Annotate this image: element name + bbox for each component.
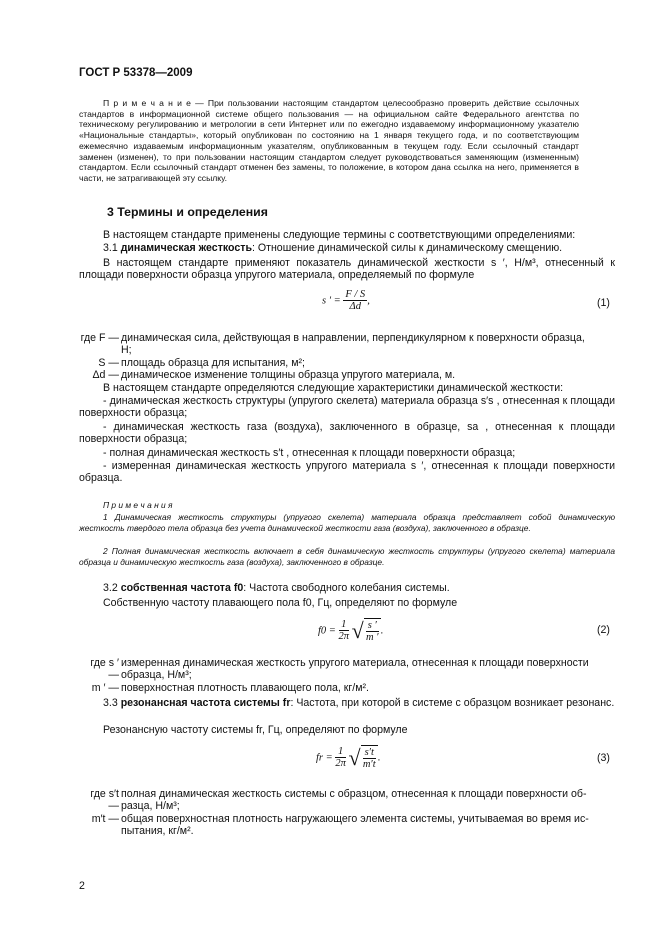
symbol-mt-prime-text: общая поверхностная плотность нагружающего элемента системы, учитываемая во время ис- — [121, 813, 589, 825]
formula-lhs: fr = — [316, 752, 333, 764]
square-root — [352, 618, 381, 644]
equation-number: (1) — [597, 297, 610, 309]
term-definition: : Частота, при которой в системе с образцом возникает резонанс. — [290, 697, 615, 709]
radicand-denominator: m ′ — [365, 632, 379, 643]
symbol-S: S — — [98, 357, 119, 369]
formula-lhs: f0 = — [318, 625, 336, 637]
symbol-S-text: площадь образца для испытания, м²; — [121, 357, 305, 369]
fraction-denominator: Δd — [349, 301, 361, 312]
formula-tail: , — [367, 295, 370, 307]
bullet-gas-stiffness: - динамическая жесткость газа (воздуха), заключенного в образце, sa , отнесенная к площади поверхности образца; — [79, 421, 615, 446]
page-number: 2 — [79, 880, 85, 892]
note-2: 2 Полная динамическая жесткость включает в себя динамическую жесткость структуры (упругого скелета) материала образца и динамическую жесткость газа (воздуха), заключенного в образце. — [79, 546, 615, 567]
symbol-s-prime-text: измеренная динамическая жесткость упругого материала, отнесенная к площади поверхности — [121, 657, 589, 669]
term-3-2 — [79, 582, 615, 594]
symbol-F: где F — — [80, 332, 119, 344]
formula-lhs: s ′ = — [322, 295, 341, 307]
term-number: 3.1 — [103, 242, 118, 254]
term-name: динамическая жесткость — [120, 242, 252, 254]
term-definition: : Отношение динамической силы к динамическому смещению. — [251, 242, 563, 254]
section-title: 3 Термины и определения — [107, 205, 268, 219]
symbol-m-prime: m ′ — — [91, 682, 119, 694]
where-list-1 — [79, 332, 615, 382]
fraction-denominator: 2π — [335, 758, 346, 769]
symbol-m-prime-text: поверхностная плотность плавающего пола, кг/м². — [121, 682, 369, 694]
formula-fraction — [343, 289, 367, 313]
term-3-1 — [79, 242, 615, 254]
symbol-delta-d-text: динамическое изменение толщины образца упругого материала, м. — [121, 369, 456, 381]
reference-note: П р и м е ч а н и е — При пользовании настоящим стандартом целесообразно проверить действие ссылочных стандартов в информационной системе общего пользования — на официальном сайте Федерального агентства по техническому регулированию и метрологии в сети Интернет или по ежегодно издаваемому информационному указателю «Национальные стандарты», который опубликован по состоянию на 1 января текущего года, и по соответствующим ежемесячно издаваемым информационным указателям, опубликованным в текущем году. Если ссылочный стандарт заменен (изменен), то при пользовании настоящим стандартом следует руководствоваться заменяющим (измененным) стандартом. Если ссылочный стандарт отменен без замены, то положение, в котором дана ссылка на него, применяется в части, не затрагивающей эту ссылку. — [79, 98, 579, 183]
paragraph-resonance-frequency: Резонансную частоту системы fr, Гц, определяют по формуле — [103, 724, 408, 736]
radicand-numerator: s ′ — [367, 620, 377, 631]
equation-number: (2) — [597, 624, 610, 636]
symbol-st-prime: где s′t — — [90, 788, 119, 813]
radicand-numerator: s′t — [364, 747, 374, 758]
symbol-mt-prime-unit: пытания, кг/м². — [121, 825, 194, 837]
paragraph-stiffness: В настоящем стандарте применяют показатель динамической жесткости s ′, Н/м³, отнесенный к площади поверхности образца упругого материала, определяемый по формуле — [79, 257, 615, 282]
formula-fraction — [339, 619, 350, 643]
fraction-numerator: 1 — [339, 619, 350, 631]
fraction-numerator: F / S — [345, 289, 366, 300]
section-intro: В настоящем стандарте применены следующие термины с соответствующими определениями: — [103, 229, 576, 241]
where-list-3 — [79, 788, 615, 840]
symbol-s-prime: где s ′ — — [90, 657, 119, 682]
formula-1 — [322, 289, 370, 313]
bullet-measured-stiffness: - измеренная динамическая жесткость упругого материала s ′, отнесенная к площади поверхности образца. — [79, 460, 615, 485]
formula-3 — [316, 745, 381, 771]
formula-2 — [318, 618, 383, 644]
symbol-st-prime-text: полная динамическая жесткость системы с образцом, отнесенная к площади поверхности об- — [121, 788, 587, 800]
symbol-F-unit: Н; — [121, 344, 132, 356]
symbol-st-prime-unit: разца, Н/м³; — [121, 800, 180, 812]
term-number: 3.3 — [103, 697, 118, 709]
paragraph-natural-frequency: Собственную частоту плавающего пола f0, Гц, определяют по формуле — [103, 597, 458, 609]
notes-title: П р и м е ч а н и я — [103, 500, 173, 510]
term-3-3 — [79, 697, 615, 709]
term-name: резонансная частота системы fr — [120, 697, 291, 709]
equation-number: (3) — [597, 752, 610, 764]
formula-tail: . — [380, 625, 384, 637]
square-root — [348, 745, 377, 771]
term-number: 3.2 — [103, 582, 118, 594]
symbol-mt-prime: m′t — — [91, 813, 119, 825]
paragraph-characteristics: В настоящем стандарте определяются следующие характеристики динамической жесткости: — [103, 382, 564, 394]
radicand — [364, 618, 381, 644]
term-name: собственная частота f0 — [120, 582, 244, 594]
term-definition: : Частота свободного колебания системы. — [243, 582, 450, 594]
bullet-structure-stiffness: - динамическая жесткость структуры (упругого скелета) материала образца s′s , отнесенная к площади поверхности образца; — [79, 395, 615, 420]
symbol-delta-d: Δd — — [92, 369, 119, 381]
fraction-numerator: 1 — [335, 746, 346, 758]
formula-tail: . — [377, 752, 381, 764]
radicand — [361, 745, 378, 771]
radicand-denominator: m′t — [362, 759, 376, 770]
radical-sign: √ — [351, 618, 364, 643]
note-1: 1 Динамическая жесткость структуры (упругого скелета) материала образца представляет собой динамическую жесткость твердого тела образца без учета динамической жесткости газа (воздуха), заключенного в образце. — [79, 512, 615, 533]
symbol-F-text: динамическая сила, действующая в направлении, перпендикулярном к поверхности образца, — [121, 332, 585, 344]
where-list-2 — [79, 657, 615, 697]
formula-fraction — [335, 746, 346, 770]
symbol-s-prime-unit: образца, Н/м³; — [121, 669, 192, 681]
bullet-total-stiffness: - полная динамическая жесткость s′t , отнесенная к площади поверхности образца; — [103, 447, 516, 459]
document-header: ГОСТ Р 53378—2009 — [79, 67, 193, 79]
radical-sign: √ — [348, 745, 361, 770]
fraction-denominator: 2π — [338, 631, 350, 642]
